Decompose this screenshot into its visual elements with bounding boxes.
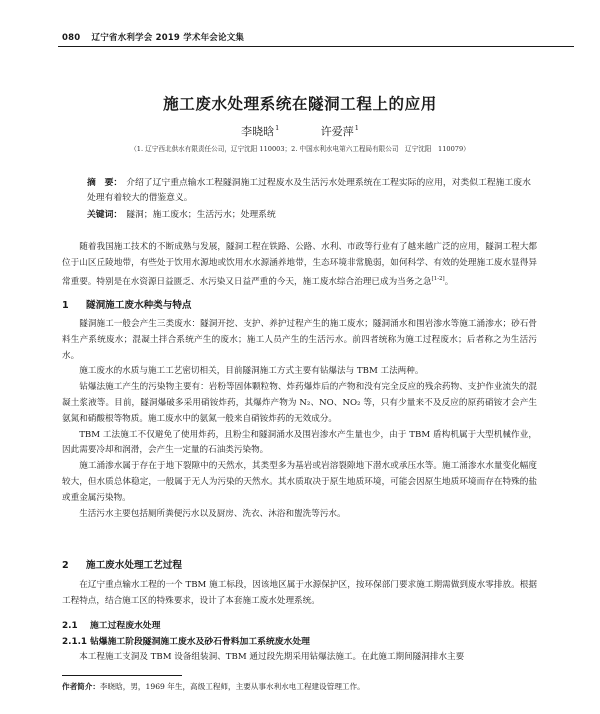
subsection-heading <box>62 634 310 647</box>
body-paragraph: 施工涌渗水属于存在于地下裂隙中的天然水，其类型多为基岩或岩溶裂隙地下潜水或承压水等。施工涌渗水水量变化幅度较大，但水质总体稳定，一般属于无人为污染的天然水。其水质取决于原生地质环境，可能会因原生地质环境而存在特殊的盐或重金属污染物。 <box>62 461 537 503</box>
keywords <box>87 207 537 220</box>
footnote-rule <box>62 675 182 676</box>
section-heading <box>62 297 192 311</box>
keywords-label: 关键词： <box>87 210 123 220</box>
section-title: 施工废水处理工艺过程 <box>86 560 182 571</box>
keywords-text: 隧洞；施工废水；生活污水；处理系统 <box>126 210 276 220</box>
body-paragraph: 在辽宁重点输水工程的一个 TBM 施工标段，因该地区属于水源保护区，按环保部门要求施工期需做到废水零排放。根据工程特点，结合施工区的特殊要求，设计了本套施工废水处理系统。 <box>62 580 537 606</box>
subsection-number: 2.1 <box>62 621 78 631</box>
author-footnote <box>62 681 365 692</box>
footnote-label: 作者简介： <box>62 682 100 691</box>
intro-end: 。 <box>444 276 454 287</box>
journal-name: 辽宁省水利学会 2019 学术年会论文集 <box>91 33 245 43</box>
body-paragraph: 钻爆法施工产生的污染物主要有：岩粉等固体颗粒物、炸药爆炸后的产物和没有完全反应的残余药物、支护作业流失的混凝土浆液等。目前，隧洞爆破多采用硝铵炸药，其爆炸产物为 N₂、NO、NO₂ 等，只有少量来不及反应的原药硝铵才会产生氨氮和硝酸根等物质。施工废水中的氨氮一般来自硝铵炸药的无效成分。 <box>62 382 537 424</box>
header-rule <box>58 46 574 47</box>
body-paragraph: 本工程施工支洞及 TBM 设备组装洞、TBM 通过段先期采用钻爆法施工。在此施工期间隧洞排水主要 <box>79 652 465 662</box>
author-affil-mark: 1 <box>275 124 280 132</box>
author-affil-mark: 1 <box>354 124 359 132</box>
body-paragraph: 隧洞施工一般会产生三类废水：隧洞开挖、支护、养护过程产生的施工废水；隧洞涌水和围岩渗水等施工涌渗水；砂石骨料生产系统废水；混凝土拌合系统产生的废水；施工人员产生的生活污水。前四者统称为施工过程废水；后者称之为生活污水。 <box>62 319 537 361</box>
intro-paragraph <box>62 240 537 290</box>
section-number: 2 <box>62 560 69 571</box>
author-line <box>0 123 600 139</box>
abstract <box>87 176 537 206</box>
body-paragraph: 生活污水主要包括厕所粪便污水以及厨房、洗衣、沐浴和盥洗等污水。 <box>79 508 346 519</box>
section-number: 1 <box>62 300 69 311</box>
section-body <box>62 317 537 522</box>
section-heading <box>62 557 182 571</box>
subsection-number: 2.1.1 <box>62 637 88 647</box>
intro-text: 随着我国施工技术的不断成熟与发展，隧洞工程在铁路、公路、水利、市政等行业有了越来越广泛的应用，隧洞工程大都位于山区丘陵地带，有些处于饮用水源地或饮用水水源涵养地带，生态环境非常脆弱，如何科学、有效的处理施工废水显得异常重要。特别是在水资源日益匮乏、水污染又日益严重的今天，施工废水综合治理已成为当务之急 <box>62 242 537 287</box>
page-number: 080 <box>62 33 81 43</box>
abstract-label: 摘 要： <box>87 178 123 188</box>
citation-ref: [1-2] <box>431 275 445 282</box>
author-name: 许爱萍 <box>320 125 354 138</box>
author-name: 李晓晗 <box>241 125 275 138</box>
subsection-heading <box>62 618 160 631</box>
affiliation: （1. 辽宁西北供水有限责任公司，辽宁沈阳 110003；2. 中国水利水电第六工程局有限公司 辽宁沈阳 110079） <box>130 145 470 153</box>
subsection-title: 钻爆施工阶段隧洞施工废水及砂石骨料加工系统废水处理 <box>90 637 310 647</box>
body-paragraph: TBM 工法施工不仅避免了使用炸药，且粉尘和隧洞涌水及围岩渗水产生量也少，由于 TBM 盾构机属于大型机械作业，因此需要冷却和润滑，会产生一定量的石油类污染物。 <box>62 429 537 456</box>
section-title: 隧洞施工废水种类与特点 <box>86 300 192 311</box>
body-paragraph: 施工废水的水质与施工工艺密切相关，目前隧洞施工方式主要有钻爆法与 TBM 工法两种。 <box>79 366 424 377</box>
section-body <box>62 578 537 610</box>
running-head <box>62 31 244 43</box>
abstract-text: 介绍了辽宁重点输水工程隧洞施工过程废水及生活污水处理系统在工程实际的应用，对类似工程施工废水处理有着较大的借鉴意义。 <box>87 178 531 203</box>
subsection-title: 施工过程废水处理 <box>90 621 161 631</box>
footnote-text: 李晓晗，男，1969 年生，高级工程师，主要从事水利水电工程建设管理工作。 <box>99 682 365 691</box>
paper-title: 施工废水处理系统在隧洞工程上的应用 <box>163 95 437 113</box>
